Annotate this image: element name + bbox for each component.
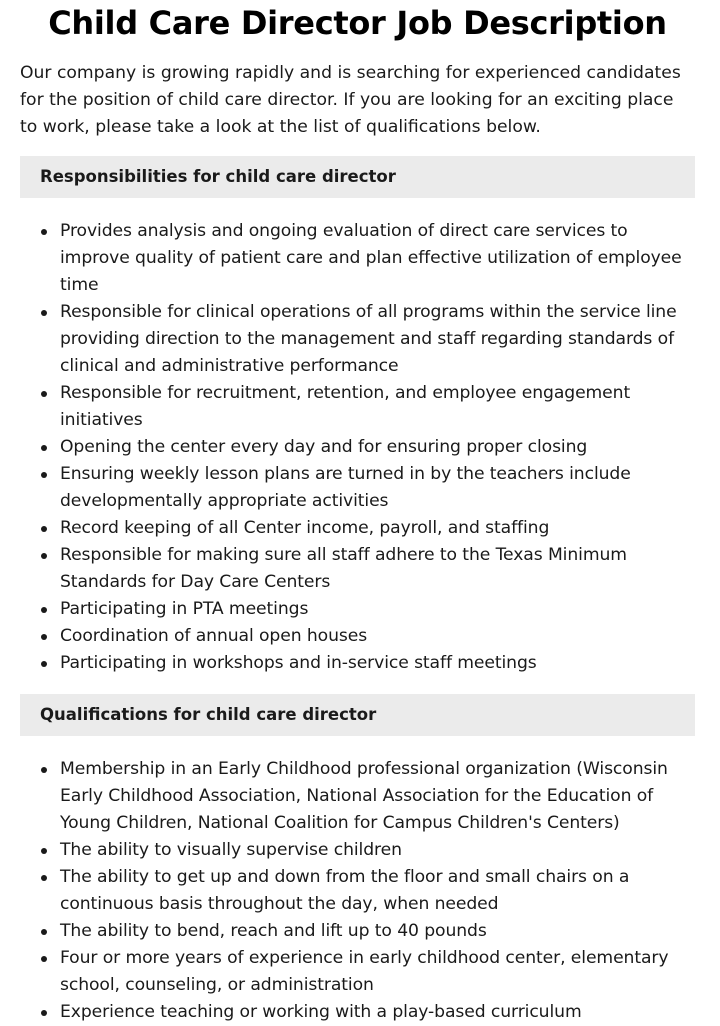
list-item-text: Participating in PTA meetings bbox=[60, 599, 309, 619]
list-item-text: Provides analysis and ongoing evaluation of direct care services to improve quality of patient care and plan effective utilization of employee time bbox=[60, 221, 682, 295]
list-item-text: Record keeping of all Center income, payroll, and staffing bbox=[60, 518, 550, 538]
list-item bbox=[20, 650, 695, 677]
qualifications-heading: Qualifications for child care director bbox=[20, 694, 695, 736]
bullet-icon bbox=[41, 607, 47, 613]
list-item bbox=[20, 756, 695, 837]
bullet-icon bbox=[41, 310, 47, 316]
bullet-icon bbox=[41, 956, 47, 962]
list-item bbox=[20, 596, 695, 623]
list-item bbox=[20, 461, 695, 515]
job-description-page bbox=[20, 0, 695, 1026]
bullet-icon bbox=[41, 391, 47, 397]
list-item bbox=[20, 218, 695, 299]
list-item-text: Responsible for recruitment, retention, and employee engagement initiatives bbox=[60, 383, 631, 430]
bullet-icon bbox=[41, 1010, 47, 1016]
bullet-icon bbox=[41, 472, 47, 478]
list-item-text: Four or more years of experience in early childhood center, elementary school, counseling, or administration bbox=[60, 948, 669, 995]
list-item-text: Ensuring weekly lesson plans are turned in by the teachers include developmentally appropriate activities bbox=[60, 464, 631, 511]
list-item bbox=[20, 434, 695, 461]
bullet-icon bbox=[41, 875, 47, 881]
list-item bbox=[20, 864, 695, 918]
list-item bbox=[20, 380, 695, 434]
bullet-icon bbox=[41, 848, 47, 854]
bullet-icon bbox=[41, 553, 47, 559]
list-item-text: Experience teaching or working with a play-based curriculum bbox=[60, 1002, 582, 1022]
list-item-text: The ability to visually supervise children bbox=[60, 840, 402, 860]
bullet-icon bbox=[41, 661, 47, 667]
list-item-text: Membership in an Early Childhood professional organization (Wisconsin Early Childhood Association, National Association for the Education of Young Children, National Coalition for Campus Children's Centers) bbox=[60, 759, 668, 833]
list-item bbox=[20, 623, 695, 650]
bullet-icon bbox=[41, 526, 47, 532]
list-item-text: Opening the center every day and for ensuring proper closing bbox=[60, 437, 588, 457]
list-item-text: The ability to get up and down from the floor and small chairs on a continuous basis throughout the day, when needed bbox=[60, 867, 630, 914]
intro-paragraph: Our company is growing rapidly and is searching for experienced candidates for the position of child care director. If you are looking for an exciting place to work, please take a look at the list of qualifications below. bbox=[20, 63, 681, 137]
responsibilities-heading: Responsibilities for child care director bbox=[20, 156, 695, 198]
list-item bbox=[20, 515, 695, 542]
bullet-icon bbox=[41, 445, 47, 451]
list-item-text: Participating in workshops and in-service staff meetings bbox=[60, 653, 537, 673]
list-item bbox=[20, 837, 695, 864]
bullet-icon bbox=[41, 929, 47, 935]
list-item bbox=[20, 945, 695, 999]
bullet-icon bbox=[41, 634, 47, 640]
list-item bbox=[20, 299, 695, 380]
bullet-icon bbox=[41, 229, 47, 235]
responsibilities-list bbox=[20, 218, 695, 677]
list-item bbox=[20, 918, 695, 945]
list-item bbox=[20, 542, 695, 596]
list-item-text: Coordination of annual open houses bbox=[60, 626, 368, 646]
list-item-text: Responsible for clinical operations of all programs within the service line providing direction to the management and staff regarding standards of clinical and administrative performance bbox=[60, 302, 677, 376]
bullet-icon bbox=[41, 767, 47, 773]
list-item bbox=[20, 999, 695, 1026]
list-item-text: The ability to bend, reach and lift up to 40 pounds bbox=[60, 921, 487, 941]
list-item-text: Responsible for making sure all staff adhere to the Texas Minimum Standards for Day Care Centers bbox=[60, 545, 627, 592]
page-title: Child Care Director Job Description bbox=[48, 4, 667, 42]
qualifications-list bbox=[20, 756, 695, 1026]
